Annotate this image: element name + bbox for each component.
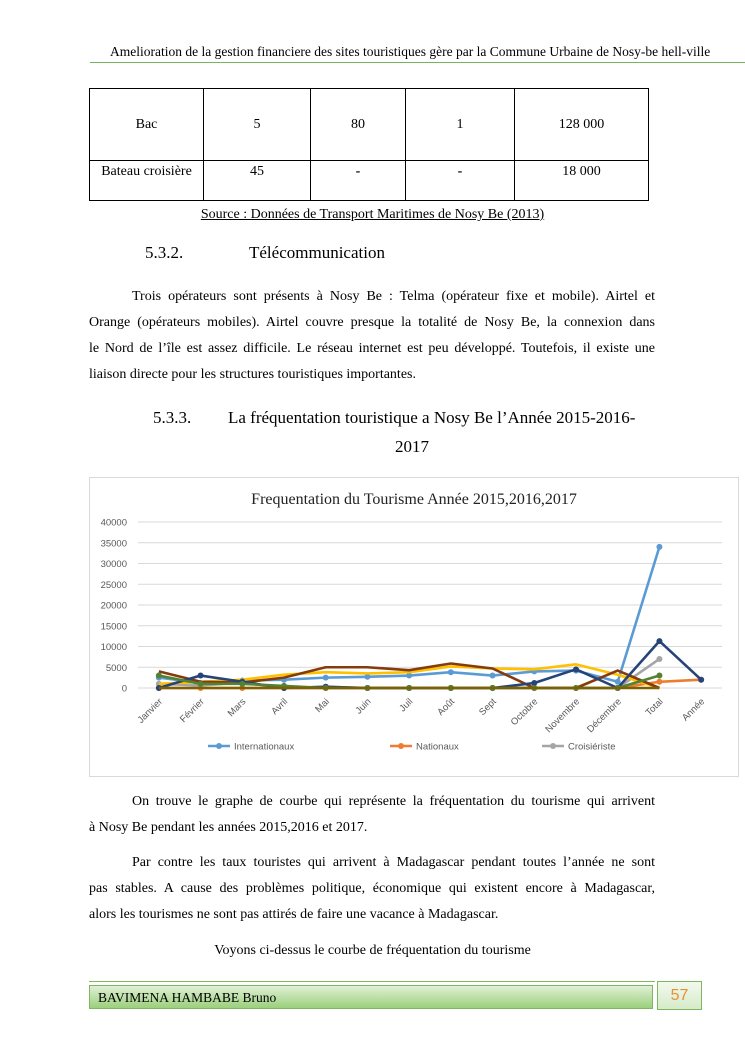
paragraph-line: à Nosy Be pendant les années 2015,2016 et 2017. — [89, 820, 368, 835]
paragraph-line: liaison directe pour les structures touristiques importantes. — [89, 367, 416, 382]
x-tick-label: Juin — [353, 696, 374, 717]
section-number: 5.3.2. — [145, 243, 184, 262]
x-tick-label: Année — [680, 696, 708, 724]
paragraph-line: le Nord de l’île est assez difficile. Le réseau internet est peu développé. Toutefois, il existe une — [89, 341, 655, 356]
table-cell: Bac — [90, 89, 204, 161]
paragraph-telecom — [89, 284, 655, 388]
table-row — [90, 161, 649, 201]
paragraph-line: alors les tourismes ne sont pas attirés de faire une vacance à Madagascar. — [89, 907, 499, 922]
table-cell: - — [406, 161, 515, 201]
paragraph-line: Par contre les taux touristes qui arrivent à Madagascar pendant toutes l’année ne sont — [132, 855, 655, 870]
paragraph-line: pas stables. A cause des problèmes politique, économique qui existent encore à Madagascar, — [89, 881, 655, 896]
y-tick-label: 40000 — [100, 517, 127, 529]
legend-label: Croisiériste — [568, 741, 616, 753]
x-tick-label: Octobre — [508, 696, 541, 729]
frequentation-chart — [89, 477, 739, 777]
footer-rule — [89, 981, 655, 982]
data-point — [156, 673, 162, 679]
table-cell: - — [311, 161, 406, 201]
data-point — [198, 681, 204, 687]
x-tick-label: Août — [435, 696, 457, 718]
y-tick-label: 5000 — [105, 662, 127, 674]
y-tick-label: 25000 — [100, 579, 127, 591]
x-tick-label: Janvier — [135, 696, 165, 726]
table-cell: 80 — [311, 89, 406, 161]
data-point — [656, 544, 662, 550]
paragraph-taux — [89, 850, 655, 928]
data-point — [656, 656, 662, 662]
data-point — [573, 666, 579, 672]
legend-label: Nationaux — [416, 741, 459, 753]
paragraph-graph — [89, 789, 655, 841]
data-point — [323, 675, 329, 681]
y-tick-label: 20000 — [100, 600, 127, 612]
x-tick-label: Novembre — [543, 696, 583, 736]
table-cell: Bateau croisière — [90, 161, 204, 201]
closing-line: Voyons ci-dessus le courbe de fréquentation du tourisme — [214, 943, 531, 958]
x-tick-label: Juil — [397, 696, 416, 715]
data-point — [698, 677, 704, 683]
x-tick-label: Avril — [269, 696, 291, 718]
source-text: Source : Données de Transport Maritimes de Nosy Be (2013) — [200, 207, 545, 222]
table-source — [0, 207, 745, 223]
header-rule — [90, 62, 745, 63]
x-tick-label: Mai — [313, 696, 332, 715]
paragraph-line: Trois opérateurs sont présents à Nosy Be : Telma (opérateur fixe et mobile). Airtel et — [132, 289, 655, 304]
section-number: 5.3.3. — [153, 408, 192, 427]
legend-marker — [216, 743, 222, 749]
paragraph-line: On trouve le graphe de courbe qui représente la fréquentation du tourisme qui arrivent — [132, 794, 655, 809]
x-tick-label: Sept — [477, 696, 499, 718]
data-point — [448, 669, 454, 675]
y-tick-label: 30000 — [100, 559, 127, 570]
section-title: Télécommunication — [249, 243, 385, 262]
page-number: 57 — [657, 981, 702, 1010]
table-cell: 5 — [204, 89, 311, 161]
legend-label: Internationaux — [234, 741, 295, 753]
data-point — [239, 681, 245, 687]
y-tick-label: 15000 — [100, 621, 127, 633]
series-line — [159, 547, 660, 683]
chart-title: Frequentation du Tourisme Année 2015,2016,2017 — [251, 491, 577, 508]
data-point — [656, 673, 662, 679]
x-tick-label: Février — [178, 696, 207, 726]
section-heading-telecom — [145, 243, 385, 263]
legend-marker — [398, 743, 404, 749]
data-point — [490, 673, 496, 679]
data-point — [656, 638, 662, 644]
x-tick-label: Mars — [225, 696, 249, 720]
table-cell: 45 — [204, 161, 311, 201]
section-title: La fréquentation touristique a Nosy Be l’Année 2015-2016- — [228, 408, 636, 427]
transport-table — [89, 88, 649, 201]
x-tick-label: Décembre — [585, 696, 624, 736]
data-point — [198, 673, 204, 679]
section-heading-frequentation — [153, 408, 636, 428]
y-tick-label: 0 — [121, 683, 127, 695]
paragraph-line: Orange (opérateurs mobiles). Airtel couvre presque la totalité de Nosy Be, la connexion dans — [89, 315, 655, 330]
table-cell: 1 — [406, 89, 515, 161]
table-cell: 128 000 — [515, 89, 649, 161]
legend-marker — [550, 743, 556, 749]
y-tick-label: 35000 — [100, 538, 127, 550]
x-tick-label: Total — [643, 696, 666, 719]
table-row — [90, 89, 649, 161]
footer-author-bar — [89, 985, 653, 1009]
y-tick-label: 10000 — [100, 642, 127, 653]
running-header: Amelioration de la gestion financiere des sites touristiques gère par la Commune Urbaine de Nosy-be hell-ville — [110, 44, 711, 59]
footer-author: BAVIMENA HAMBABE Bruno — [98, 990, 277, 1005]
table-cell: 18 000 — [515, 161, 649, 201]
data-point — [656, 679, 662, 685]
chart-svg — [90, 478, 738, 776]
section-title-continued: 2017 — [395, 437, 429, 456]
